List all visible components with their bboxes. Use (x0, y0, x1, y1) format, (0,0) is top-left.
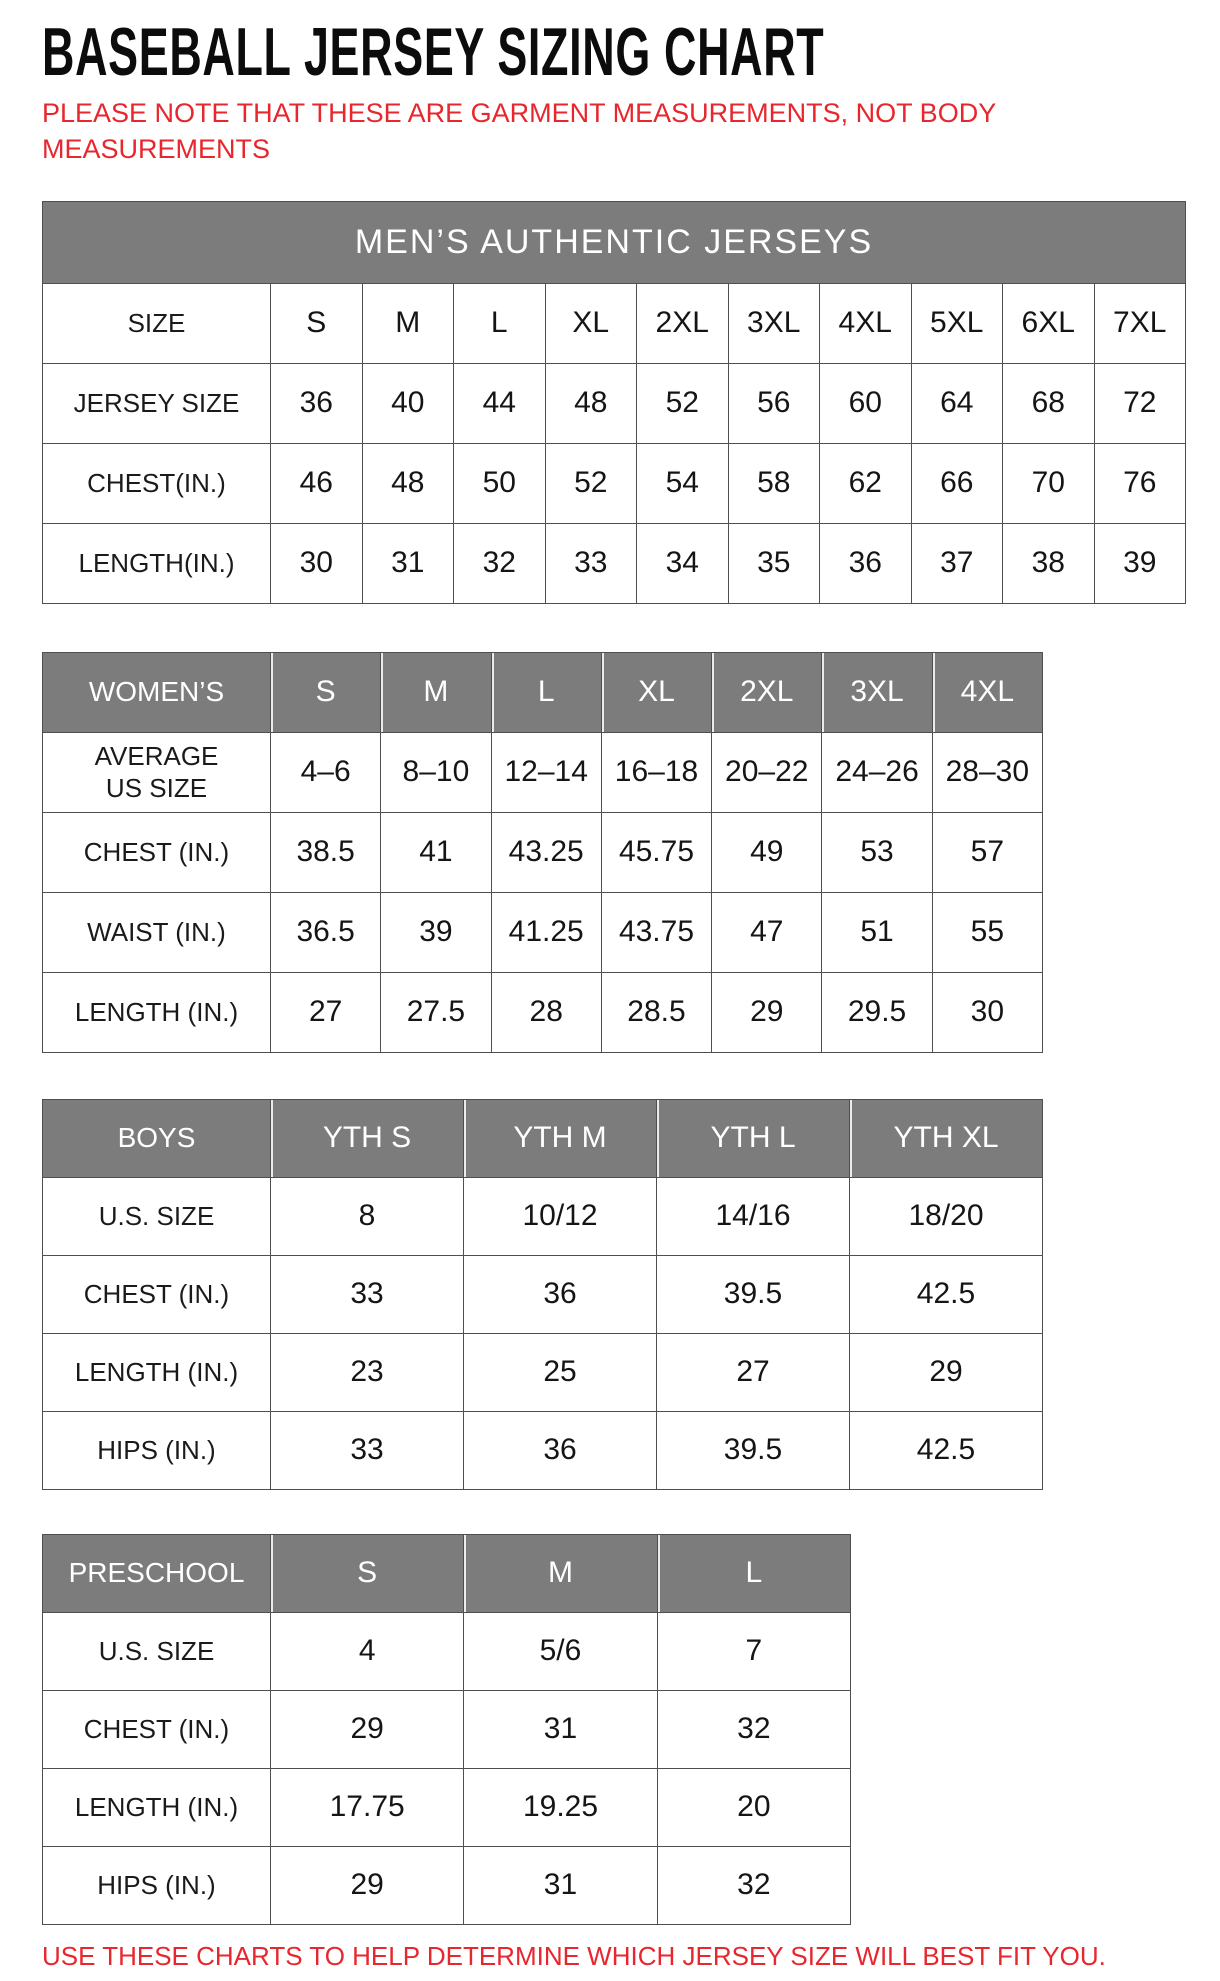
table-cell: 8–10 (381, 732, 491, 812)
table-cell: 55 (932, 892, 1042, 972)
table-cell: 32 (657, 1846, 850, 1924)
table-cell: 36 (464, 1411, 657, 1489)
table-row (43, 1612, 851, 1690)
table-cell: 46 (271, 443, 363, 523)
boys-header-label: BOYS (43, 1099, 271, 1177)
row-label: CHEST(IN.) (43, 443, 271, 523)
table-cell: 36 (464, 1255, 657, 1333)
size-header-cell: YTH M (464, 1099, 657, 1177)
table-cell: 12–14 (491, 732, 601, 812)
table-row (43, 812, 1043, 892)
row-label: LENGTH (IN.) (43, 1768, 271, 1846)
table-cell: 76 (1094, 443, 1186, 523)
note-line-2: MEASUREMENTS (42, 133, 271, 164)
table-cell: 32 (454, 523, 546, 603)
row-label: CHEST (IN.) (43, 812, 271, 892)
table-cell: 6XL (1003, 283, 1095, 363)
table-cell: 28.5 (601, 972, 711, 1052)
table-cell: 25 (464, 1333, 657, 1411)
table-cell: 43.75 (601, 892, 711, 972)
table-cell: 19.25 (464, 1768, 657, 1846)
table-cell: 20 (657, 1768, 850, 1846)
table-cell: 17.75 (271, 1768, 464, 1846)
size-header-cell: M (464, 1534, 657, 1612)
boys-sizing-table (42, 1099, 1043, 1490)
table-cell: S (271, 283, 363, 363)
table-cell: 10/12 (464, 1177, 657, 1255)
table-cell: 38.5 (271, 812, 381, 892)
row-label: JERSEY SIZE (43, 363, 271, 443)
table-cell: 39.5 (657, 1255, 850, 1333)
table-cell: 66 (911, 443, 1003, 523)
table-cell: 4 (271, 1612, 464, 1690)
table-cell: 27 (271, 972, 381, 1052)
size-header-cell: XL (601, 652, 711, 732)
row-label: HIPS (IN.) (43, 1846, 271, 1924)
table-row (43, 1411, 1043, 1489)
row-label: U.S. SIZE (43, 1177, 271, 1255)
size-header-cell: L (491, 652, 601, 732)
table-cell: 29 (271, 1846, 464, 1924)
table-cell: 5XL (911, 283, 1003, 363)
table-cell: 35 (728, 523, 820, 603)
table-cell: 48 (545, 363, 637, 443)
table-cell: 62 (820, 443, 912, 523)
row-label: CHEST (IN.) (43, 1255, 271, 1333)
table-cell: 7 (657, 1612, 850, 1690)
row-label: HIPS (IN.) (43, 1411, 271, 1489)
table-row (43, 523, 1186, 603)
table-cell: 31 (464, 1846, 657, 1924)
table-cell: 31 (464, 1690, 657, 1768)
table-cell: 28 (491, 972, 601, 1052)
row-label: AVERAGE US SIZE (43, 732, 271, 812)
table-row (43, 363, 1186, 443)
womens-sizing-table (42, 652, 1043, 1053)
table-row (43, 283, 1186, 363)
table-cell: 41 (381, 812, 491, 892)
table-cell: 29.5 (822, 972, 932, 1052)
table-cell: 32 (657, 1690, 850, 1768)
table-cell: 29 (850, 1333, 1043, 1411)
table-cell: 38 (1003, 523, 1095, 603)
table-row (43, 443, 1186, 523)
preschool-sizing-table (42, 1534, 851, 1925)
table-cell: 3XL (728, 283, 820, 363)
table-cell: 33 (271, 1255, 464, 1333)
row-label: U.S. SIZE (43, 1612, 271, 1690)
table-cell: 64 (911, 363, 1003, 443)
note-line-1: PLEASE NOTE THAT THESE ARE GARMENT MEASUREMENTS, NOT BODY (42, 97, 997, 128)
mens-table-banner: MEN’S AUTHENTIC JERSEYS (43, 201, 1186, 283)
table-cell: 2XL (637, 283, 729, 363)
table-cell: 40 (362, 363, 454, 443)
table-cell: 49 (712, 812, 822, 892)
mens-sizing-table (42, 201, 1186, 604)
table-cell: 45.75 (601, 812, 711, 892)
table-cell: 27.5 (381, 972, 491, 1052)
table-cell: 70 (1003, 443, 1095, 523)
table-row (43, 1690, 851, 1768)
womens-header-label: WOMEN’S (43, 652, 271, 732)
table-row (43, 732, 1043, 812)
table-cell: 16–18 (601, 732, 711, 812)
size-header-cell: 2XL (712, 652, 822, 732)
table-cell: 33 (271, 1411, 464, 1489)
table-row (43, 1177, 1043, 1255)
row-label: SIZE (43, 283, 271, 363)
table-cell: 39.5 (657, 1411, 850, 1489)
row-label: LENGTH (IN.) (43, 1333, 271, 1411)
boys-header-row (43, 1099, 1043, 1177)
size-header-cell: S (271, 652, 381, 732)
table-row (43, 1846, 851, 1924)
mens-banner-row (43, 201, 1186, 283)
preschool-header-label: PRESCHOOL (43, 1534, 271, 1612)
table-cell: 37 (911, 523, 1003, 603)
table-cell: 31 (362, 523, 454, 603)
table-cell: 4–6 (271, 732, 381, 812)
table-cell: 44 (454, 363, 546, 443)
table-cell: 48 (362, 443, 454, 523)
table-cell: 4XL (820, 283, 912, 363)
table-cell: 58 (728, 443, 820, 523)
table-cell: 50 (454, 443, 546, 523)
table-cell: 18/20 (850, 1177, 1043, 1255)
size-header-cell: S (271, 1534, 464, 1612)
table-cell: 41.25 (491, 892, 601, 972)
table-row (43, 1333, 1043, 1411)
table-cell: 28–30 (932, 732, 1042, 812)
table-row (43, 1255, 1043, 1333)
table-cell: 53 (822, 812, 932, 892)
table-cell: 20–22 (712, 732, 822, 812)
table-row (43, 892, 1043, 972)
table-cell: 23 (271, 1333, 464, 1411)
page-title (42, 14, 1190, 90)
table-cell: 68 (1003, 363, 1095, 443)
table-cell: 14/16 (657, 1177, 850, 1255)
table-cell: 5/6 (464, 1612, 657, 1690)
table-cell: 29 (712, 972, 822, 1052)
row-label: CHEST (IN.) (43, 1690, 271, 1768)
table-cell: 36 (271, 363, 363, 443)
table-cell: 51 (822, 892, 932, 972)
womens-header-row (43, 652, 1043, 732)
garment-measurement-note (42, 95, 1190, 167)
table-cell: 56 (728, 363, 820, 443)
table-cell: 34 (637, 523, 729, 603)
table-cell: 24–26 (822, 732, 932, 812)
table-cell: 43.25 (491, 812, 601, 892)
row-label: LENGTH(IN.) (43, 523, 271, 603)
table-cell: 27 (657, 1333, 850, 1411)
page-title-text: BASEBALL JERSEY SIZING CHART (42, 14, 825, 90)
table-cell: 30 (932, 972, 1042, 1052)
table-cell: 39 (381, 892, 491, 972)
size-header-cell: L (657, 1534, 850, 1612)
size-header-cell: YTH S (271, 1099, 464, 1177)
table-cell: 42.5 (850, 1255, 1043, 1333)
size-header-cell: 4XL (932, 652, 1042, 732)
size-header-cell: YTH XL (850, 1099, 1043, 1177)
table-cell: 47 (712, 892, 822, 972)
size-header-cell: 3XL (822, 652, 932, 732)
table-cell: 30 (271, 523, 363, 603)
table-cell: 72 (1094, 363, 1186, 443)
table-cell: 29 (271, 1690, 464, 1768)
table-cell: 8 (271, 1177, 464, 1255)
row-label: WAIST (IN.) (43, 892, 271, 972)
size-header-cell: M (381, 652, 491, 732)
table-row (43, 972, 1043, 1052)
table-cell: L (454, 283, 546, 363)
table-cell: 7XL (1094, 283, 1186, 363)
table-cell: 60 (820, 363, 912, 443)
table-cell: 54 (637, 443, 729, 523)
row-label: LENGTH (IN.) (43, 972, 271, 1052)
table-cell: 39 (1094, 523, 1186, 603)
table-cell: 36 (820, 523, 912, 603)
table-cell: 33 (545, 523, 637, 603)
table-cell: 36.5 (271, 892, 381, 972)
table-cell: 52 (545, 443, 637, 523)
table-cell: M (362, 283, 454, 363)
table-cell: XL (545, 283, 637, 363)
footer-note: USE THESE CHARTS TO HELP DETERMINE WHICH JERSEY SIZE WILL BEST FIT YOU. (42, 1940, 1106, 1971)
size-header-cell: YTH L (657, 1099, 850, 1177)
table-cell: 42.5 (850, 1411, 1043, 1489)
preschool-header-row (43, 1534, 851, 1612)
table-cell: 57 (932, 812, 1042, 892)
table-cell: 52 (637, 363, 729, 443)
table-row (43, 1768, 851, 1846)
